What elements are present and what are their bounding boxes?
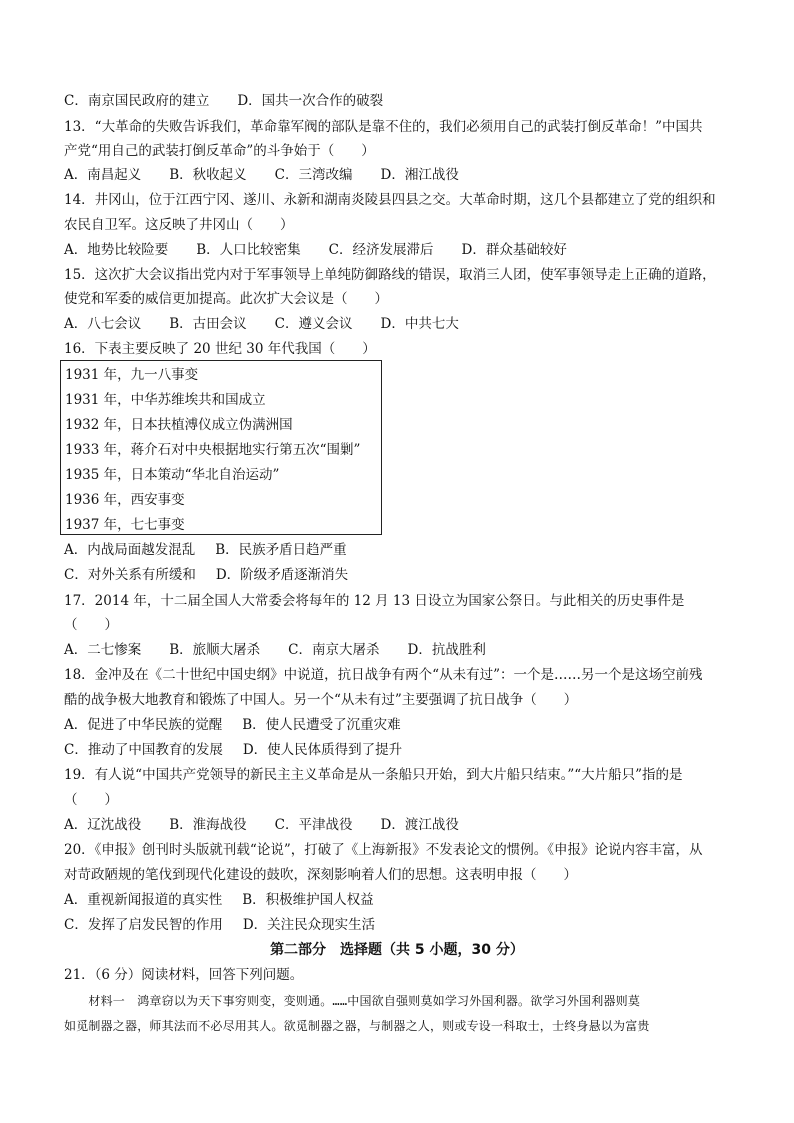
q17-option-d: D．抗战胜利 — [407, 642, 486, 658]
q18-option-c: C．推动了中国教育的发展 — [64, 742, 223, 758]
q15-stem-line2: 使党和军委的威信更加提高。此次扩大会议是（ ） — [64, 291, 388, 307]
q18-options-row-2 — [64, 741, 734, 759]
table-row: 1937 年，七七事变 — [65, 517, 185, 533]
q15-option-c: C．遵义会议 — [274, 316, 353, 332]
table-row: 1935 年，日本策动“华北自治运动” — [65, 467, 280, 483]
q20-option-a: A．重视新闻报道的真实性 — [64, 892, 223, 908]
q15-options-row — [64, 315, 734, 333]
q13-option-a: A．南昌起义 — [64, 167, 142, 183]
q14-stem-line2: 农民自卫军。这反映了井冈山（ ） — [64, 217, 294, 233]
q19-option-c: C．平津战役 — [274, 817, 353, 833]
q16-options-row-1 — [64, 541, 734, 559]
q12-options-row — [64, 92, 734, 110]
q13-stem-line2: 产党“用自己的武装打倒反革命”的斗争始于（ ） — [64, 143, 375, 159]
q20-option-c: C．发挥了启发民智的作用 — [64, 917, 223, 933]
q12-option-d: D．国共一次合作的破裂 — [237, 93, 384, 109]
q21-stem: 21．（6 分）阅读材料，回答下列问题。 — [64, 967, 304, 983]
q16-option-c: C．对外关系有所缓和 — [64, 567, 196, 583]
table-row: 1936 年，西安事变 — [65, 492, 185, 508]
q18-stem-line1: 18．金冲及在《二十世纪中国史纲》中说道，抗日战争有两个“从未有过”：一个是……另一个是这场空前残 — [64, 667, 703, 683]
q20-stem-line1: 20．《申报》创刊时头版就刊载“论说”，打破了《上海新报》不发表论文的惯例。《申报》论说内容丰富，从 — [64, 842, 703, 858]
q20-options-row-2 — [64, 916, 734, 934]
q14-option-c: C．经济发展滞后 — [328, 242, 434, 258]
q20-options-row-1 — [64, 891, 734, 909]
q14-option-a: A．地势比较险要 — [64, 242, 169, 258]
q15-option-d: D．中共七大 — [380, 316, 459, 332]
q16-option-a: A．内战局面越发混乱 — [64, 542, 196, 558]
q14-option-d: D．群众基础较好 — [461, 242, 567, 258]
q14-options-row — [64, 241, 734, 259]
q13-option-c: C．三湾改编 — [274, 167, 353, 183]
q16-stem: 16．下表主要反映了 20 世纪 30 年代我国（ ） — [64, 341, 376, 357]
q19-stem-line2: （ ） — [64, 792, 118, 808]
q17-options-row — [64, 641, 734, 659]
q14-option-b: B．人口比较密集 — [196, 242, 301, 258]
q13-options-row — [64, 166, 734, 184]
q18-option-a: A．促进了中华民族的觉醒 — [64, 717, 223, 733]
part2-heading: 第二部分 选择题（共 5 小题，30 分） — [270, 942, 524, 958]
q18-option-d: D．使人民体质得到了提升 — [242, 742, 403, 758]
q17-option-a: A．二七惨案 — [64, 642, 142, 658]
table-row: 1932 年，日本扶植溥仪成立伪满洲国 — [65, 417, 293, 433]
q12-option-c: C．南京国民政府的建立 — [64, 93, 210, 109]
q17-stem-line1: 17．2014 年，十二届全国人大常委会将每年的 12 月 13 日设立为国家公祭日。与此相关的历史事件是 — [64, 593, 685, 609]
q16-option-d: D．阶级矛盾逐渐消失 — [215, 567, 349, 583]
q13-stem-line1: 13．“大革命的失败告诉我们，革命靠军阀的部队是靠不住的，我们必须用自己的武装打倒反革命！”中国共 — [64, 119, 703, 135]
q16-option-b: B．民族矛盾日趋严重 — [215, 542, 347, 558]
q13-option-d: D．湘江战役 — [380, 167, 459, 183]
q15-option-a: A．八七会议 — [64, 316, 142, 332]
q18-option-b: B．使人民遭受了沉重灾难 — [242, 717, 401, 733]
q15-option-b: B．古田会议 — [169, 316, 247, 332]
q18-stem-line2: 酷的战争极大地教育和锻炼了中国人。另一个“从未有过”主要强调了抗日战争（ ） — [64, 692, 578, 708]
q19-stem-line1: 19．有人说“中国共产党领导的新民主主义革命是从一条船只开始，到大片船只结束。”“大片船只”指的是 — [64, 767, 683, 783]
table-row: 1933 年，蒋介石对中央根据地实行第五次“围剿” — [65, 442, 361, 458]
q20-stem-line2: 对苛政陋规的笔伐到现代化建设的鼓吹，深刻影响着人们的思想。这表明申报（ ） — [64, 867, 577, 883]
q17-stem-line2: （ ） — [64, 617, 118, 633]
q17-option-c: C．南京大屠杀 — [288, 642, 380, 658]
q19-option-d: D．渡江战役 — [380, 817, 459, 833]
table-row: 1931 年，中华苏维埃共和国成立 — [65, 392, 266, 408]
q19-options-row — [64, 816, 734, 834]
q19-option-b: B．淮海战役 — [169, 817, 247, 833]
q21-material-line1: 材料一 鸿章窃以为天下事穷则变，变则通。……中国欲自强则莫如学习外国利器。欲学习外国利器则莫 — [64, 994, 641, 1008]
q17-option-b: B．旅顺大屠杀 — [169, 642, 261, 658]
q16-event-table — [60, 360, 382, 535]
q18-options-row-1 — [64, 716, 734, 734]
q14-stem-line1: 14．井冈山，位于江西宁冈、遂川、永新和湖南炎陵县四县之交。大革命时期，这几个县都建立了党的组织和 — [64, 192, 716, 208]
q16-options-row-2 — [64, 566, 734, 584]
table-row: 1931 年，九一八事变 — [65, 367, 199, 383]
q21-material-line2: 如觅制器之器，师其法而不必尽用其人。欲觅制器之器，与制器之人，则或专设一科取士，士终身悬以为富贵 — [64, 1019, 650, 1033]
q20-option-b: B．积极维护国人权益 — [242, 892, 374, 908]
q20-option-d: D．关注民众现实生活 — [242, 917, 376, 933]
q19-option-a: A．辽沈战役 — [64, 817, 142, 833]
q13-option-b: B．秋收起义 — [169, 167, 247, 183]
q15-stem-line1: 15．这次扩大会议指出党内对于军事领导上单纯防御路线的错误，取消三人团，使军事领导走上正确的道路， — [64, 267, 716, 283]
